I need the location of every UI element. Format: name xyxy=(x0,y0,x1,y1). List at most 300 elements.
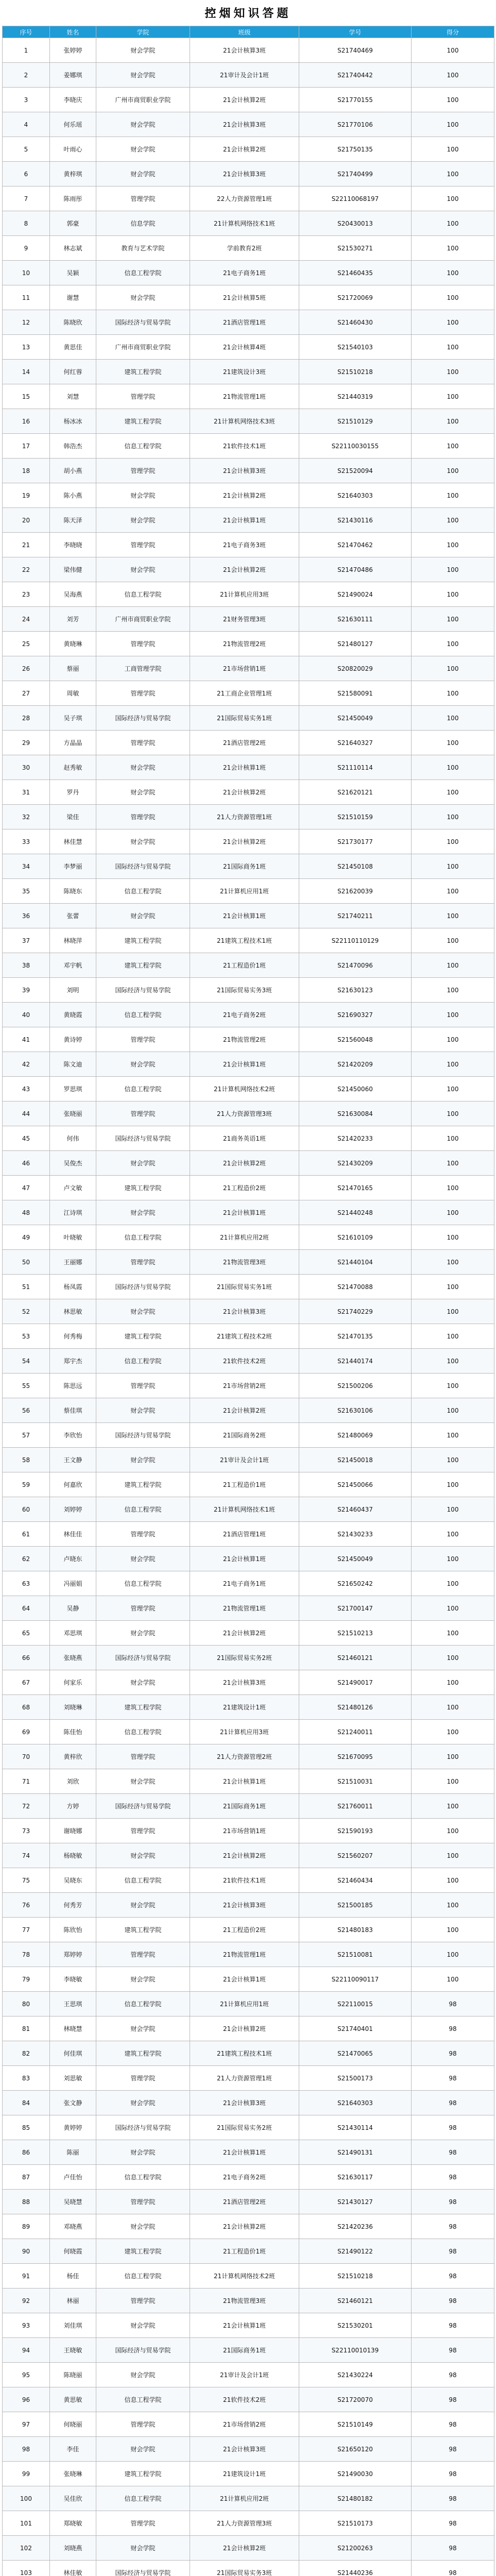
cell-student-id: S21430224 xyxy=(299,2363,412,2387)
cell-college: 管理学院 xyxy=(96,632,190,656)
cell-score: 100 xyxy=(412,1720,494,1744)
cell-college: 财会学院 xyxy=(96,1052,190,1077)
cell-class: 21会计核算1班 xyxy=(190,755,299,780)
cell-name: 何佳琪 xyxy=(50,2041,96,2066)
cell-name: 郑宇杰 xyxy=(50,1349,96,1374)
table-row xyxy=(3,1744,494,1769)
cell-college: 管理学院 xyxy=(96,681,190,706)
cell-class: 21工程造价1班 xyxy=(190,1472,299,1497)
cell-college: 信息工程学院 xyxy=(96,434,190,459)
cell-student-id: S21440236 xyxy=(299,2561,412,2576)
cell-score: 100 xyxy=(412,335,494,360)
cell-name: 邓思琪 xyxy=(50,1621,96,1646)
cell-score: 100 xyxy=(412,1670,494,1695)
cell-index: 12 xyxy=(3,310,50,335)
table-row xyxy=(3,582,494,607)
table-row xyxy=(3,2338,494,2363)
cell-student-id: S21610109 xyxy=(299,1225,412,1250)
table-row xyxy=(3,1819,494,1843)
cell-student-id: S21520094 xyxy=(299,459,412,483)
cell-score: 100 xyxy=(412,236,494,261)
table-row xyxy=(3,2536,494,2561)
cell-index: 4 xyxy=(3,112,50,137)
cell-score: 100 xyxy=(412,1967,494,1992)
cell-index: 18 xyxy=(3,459,50,483)
cell-name: 黄婷婷 xyxy=(50,2115,96,2140)
cell-college: 财会学院 xyxy=(96,1670,190,1695)
cell-name: 谢晓娜 xyxy=(50,1819,96,1843)
cell-class: 21电子商务1班 xyxy=(190,261,299,285)
cell-class: 21酒店管理1班 xyxy=(190,310,299,335)
cell-index: 86 xyxy=(3,2140,50,2165)
cell-student-id: S21440319 xyxy=(299,384,412,409)
cell-index: 75 xyxy=(3,1868,50,1893)
cell-index: 34 xyxy=(3,854,50,879)
cell-class: 21人力资源管理1班 xyxy=(190,805,299,829)
cell-name: 张晓燕 xyxy=(50,1646,96,1670)
cell-college: 信息学院 xyxy=(96,211,190,236)
cell-score: 100 xyxy=(412,1176,494,1200)
cell-index: 37 xyxy=(3,928,50,953)
cell-class: 21计算机网络技术3班 xyxy=(190,409,299,434)
cell-score: 100 xyxy=(412,1299,494,1324)
cell-student-id: S21470486 xyxy=(299,557,412,582)
cell-score: 100 xyxy=(412,879,494,904)
cell-college: 建筑工程学院 xyxy=(96,2462,190,2486)
table-row xyxy=(3,731,494,755)
table-row xyxy=(3,1769,494,1794)
table-row xyxy=(3,112,494,137)
cell-index: 89 xyxy=(3,2214,50,2239)
cell-college: 建筑工程学院 xyxy=(96,1472,190,1497)
cell-name: 林晓慧 xyxy=(50,2016,96,2041)
cell-index: 63 xyxy=(3,1571,50,1596)
cell-index: 19 xyxy=(3,483,50,508)
cell-college: 管理学院 xyxy=(96,805,190,829)
table-row xyxy=(3,187,494,211)
cell-score: 100 xyxy=(412,1027,494,1052)
table-row xyxy=(3,360,494,384)
table-row xyxy=(3,780,494,805)
cell-index: 82 xyxy=(3,2041,50,2066)
cell-class: 21审计及会计1班 xyxy=(190,2363,299,2387)
cell-student-id: S21480127 xyxy=(299,632,412,656)
cell-college: 财会学院 xyxy=(96,483,190,508)
cell-name: 叶晓敏 xyxy=(50,1225,96,1250)
cell-class: 21建筑设计3班 xyxy=(190,360,299,384)
cell-score: 100 xyxy=(412,706,494,731)
cell-index: 61 xyxy=(3,1522,50,1547)
table-row xyxy=(3,1027,494,1052)
cell-index: 32 xyxy=(3,805,50,829)
cell-index: 10 xyxy=(3,261,50,285)
cell-index: 24 xyxy=(3,607,50,632)
cell-college: 教育与艺术学院 xyxy=(96,236,190,261)
page-title: 控烟知识答题 xyxy=(204,7,292,20)
cell-student-id: S21460121 xyxy=(299,2289,412,2313)
cell-class: 21建筑工程技术1班 xyxy=(190,2041,299,2066)
cell-index: 22 xyxy=(3,557,50,582)
cell-index: 102 xyxy=(3,2536,50,2561)
cell-score: 100 xyxy=(412,1794,494,1819)
cell-student-id: S21440174 xyxy=(299,1349,412,1374)
cell-score: 98 xyxy=(412,2239,494,2264)
cell-score: 100 xyxy=(412,1275,494,1299)
cell-class: 21会计核算2班 xyxy=(190,2214,299,2239)
cell-class: 21软件技术1班 xyxy=(190,1868,299,1893)
cell-name: 何晓霞 xyxy=(50,2239,96,2264)
cell-score: 98 xyxy=(412,2437,494,2462)
cell-score: 100 xyxy=(412,1547,494,1571)
table-row xyxy=(3,1596,494,1621)
cell-index: 38 xyxy=(3,953,50,978)
cell-name: 何家乐 xyxy=(50,1670,96,1695)
cell-class: 21会计核算2班 xyxy=(190,88,299,112)
table-row xyxy=(3,2561,494,2576)
cell-name: 陈雨彤 xyxy=(50,187,96,211)
cell-score: 98 xyxy=(412,2190,494,2214)
cell-name: 李梦丽 xyxy=(50,854,96,879)
cell-college: 国际经济与贸易学院 xyxy=(96,2561,190,2576)
table-row xyxy=(3,904,494,928)
cell-score: 100 xyxy=(412,1052,494,1077)
table-row xyxy=(3,1720,494,1744)
cell-student-id: S21640303 xyxy=(299,2091,412,2115)
table-row xyxy=(3,285,494,310)
cell-name: 何秀梅 xyxy=(50,1324,96,1349)
cell-score: 98 xyxy=(412,2536,494,2561)
cell-class: 21会计核算2班 xyxy=(190,1843,299,1868)
col-header-name: 姓名 xyxy=(50,26,96,38)
cell-score: 100 xyxy=(412,1695,494,1720)
cell-index: 56 xyxy=(3,1398,50,1423)
cell-student-id: S21460437 xyxy=(299,1497,412,1522)
cell-student-id: S21750135 xyxy=(299,137,412,162)
cell-name: 陈晓欣 xyxy=(50,310,96,335)
cell-college: 财会学院 xyxy=(96,285,190,310)
cell-college: 国际经济与贸易学院 xyxy=(96,854,190,879)
cell-student-id: S21420233 xyxy=(299,1126,412,1151)
cell-student-id: S21770106 xyxy=(299,112,412,137)
cell-class: 21国际商务2班 xyxy=(190,1423,299,1448)
cell-score: 100 xyxy=(412,1374,494,1398)
cell-score: 98 xyxy=(412,2486,494,2511)
cell-index: 81 xyxy=(3,2016,50,2041)
table-row xyxy=(3,1868,494,1893)
col-header-college: 学院 xyxy=(96,26,190,38)
table-row xyxy=(3,805,494,829)
cell-class: 21计算机应用2班 xyxy=(190,2486,299,2511)
table-row xyxy=(3,1324,494,1349)
cell-index: 66 xyxy=(3,1646,50,1670)
cell-college: 管理学院 xyxy=(96,1522,190,1547)
cell-name: 杨冰冰 xyxy=(50,409,96,434)
cell-college: 信息工程学院 xyxy=(96,2486,190,2511)
cell-class: 21商务英语1班 xyxy=(190,1126,299,1151)
cell-score: 100 xyxy=(412,434,494,459)
cell-name: 刘欣 xyxy=(50,1769,96,1794)
cell-class: 21建筑设计1班 xyxy=(190,1695,299,1720)
cell-index: 5 xyxy=(3,137,50,162)
table-row xyxy=(3,1225,494,1250)
cell-index: 64 xyxy=(3,1596,50,1621)
cell-college: 信息工程学院 xyxy=(96,1225,190,1250)
cell-class: 21人力资源管理2班 xyxy=(190,1744,299,1769)
cell-name: 王文静 xyxy=(50,1448,96,1472)
table-row xyxy=(3,1398,494,1423)
cell-college: 管理学院 xyxy=(96,2066,190,2091)
table-row xyxy=(3,2115,494,2140)
cell-college: 国际经济与贸易学院 xyxy=(96,1275,190,1299)
cell-student-id: S21640303 xyxy=(299,483,412,508)
table-row xyxy=(3,2313,494,2338)
cell-student-id: S21480126 xyxy=(299,1695,412,1720)
cell-name: 吴晓慧 xyxy=(50,2190,96,2214)
cell-class: 21酒店管理1班 xyxy=(190,1522,299,1547)
cell-student-id: S21630123 xyxy=(299,978,412,1003)
table-row xyxy=(3,2016,494,2041)
cell-class: 21电子商务2班 xyxy=(190,1003,299,1027)
cell-college: 管理学院 xyxy=(96,2412,190,2437)
cell-student-id: S21450066 xyxy=(299,1472,412,1497)
table-row xyxy=(3,2190,494,2214)
cell-student-id: S21630084 xyxy=(299,1101,412,1126)
table-row xyxy=(3,2041,494,2066)
cell-score: 100 xyxy=(412,483,494,508)
cell-student-id: S21450108 xyxy=(299,854,412,879)
cell-name: 罗思琪 xyxy=(50,1077,96,1101)
table-row xyxy=(3,236,494,261)
cell-class: 21会计核算2班 xyxy=(190,1621,299,1646)
cell-student-id: S21510173 xyxy=(299,2511,412,2536)
cell-index: 90 xyxy=(3,2239,50,2264)
cell-student-id: S21630106 xyxy=(299,1398,412,1423)
cell-college: 财会学院 xyxy=(96,2016,190,2041)
cell-name: 林晓萍 xyxy=(50,928,96,953)
cell-class: 21人力资源管理3班 xyxy=(190,2511,299,2536)
cell-student-id: S21510081 xyxy=(299,1942,412,1967)
cell-class: 21物流管理1班 xyxy=(190,1942,299,1967)
cell-name: 林思敏 xyxy=(50,1299,96,1324)
cell-index: 80 xyxy=(3,1992,50,2016)
cell-score: 100 xyxy=(412,1744,494,1769)
cell-index: 76 xyxy=(3,1893,50,1918)
cell-college: 财会学院 xyxy=(96,755,190,780)
cell-name: 李晓晓 xyxy=(50,533,96,557)
cell-name: 黄晓霞 xyxy=(50,1003,96,1027)
cell-index: 2 xyxy=(3,63,50,88)
cell-college: 国际经济与贸易学院 xyxy=(96,978,190,1003)
cell-name: 刘明 xyxy=(50,978,96,1003)
cell-student-id: S21510149 xyxy=(299,2412,412,2437)
cell-score: 100 xyxy=(412,459,494,483)
cell-score: 100 xyxy=(412,261,494,285)
cell-class: 21物流管理2班 xyxy=(190,632,299,656)
table-row xyxy=(3,162,494,187)
cell-college: 财会学院 xyxy=(96,162,190,187)
cell-college: 管理学院 xyxy=(96,1819,190,1843)
cell-college: 财会学院 xyxy=(96,63,190,88)
cell-name: 方婷 xyxy=(50,1794,96,1819)
cell-index: 6 xyxy=(3,162,50,187)
cell-class: 21审计及会计1班 xyxy=(190,1448,299,1472)
cell-college: 财会学院 xyxy=(96,38,190,63)
cell-name: 吴海燕 xyxy=(50,582,96,607)
cell-college: 建筑工程学院 xyxy=(96,2041,190,2066)
cell-class: 21物流管理3班 xyxy=(190,2289,299,2313)
cell-name: 张蕾 xyxy=(50,904,96,928)
cell-index: 98 xyxy=(3,2437,50,2462)
cell-student-id: S21510129 xyxy=(299,409,412,434)
cell-score: 98 xyxy=(412,2091,494,2115)
cell-name: 卢晓东 xyxy=(50,1547,96,1571)
cell-score: 100 xyxy=(412,829,494,854)
table-row xyxy=(3,1299,494,1324)
cell-name: 何秀芳 xyxy=(50,1893,96,1918)
cell-student-id: S21670095 xyxy=(299,1744,412,1769)
cell-student-id: S21460435 xyxy=(299,261,412,285)
cell-college: 财会学院 xyxy=(96,137,190,162)
cell-class: 21计算机网络技术1班 xyxy=(190,1497,299,1522)
cell-score: 100 xyxy=(412,1448,494,1472)
cell-class: 21会计核算2班 xyxy=(190,1398,299,1423)
cell-name: 何乐瑶 xyxy=(50,112,96,137)
cell-score: 98 xyxy=(412,2115,494,2140)
cell-score: 100 xyxy=(412,1769,494,1794)
cell-score: 100 xyxy=(412,1077,494,1101)
col-header-score: 得分 xyxy=(412,26,494,38)
cell-index: 53 xyxy=(3,1324,50,1349)
cell-student-id: S21480069 xyxy=(299,1423,412,1448)
cell-college: 信息工程学院 xyxy=(96,2264,190,2289)
cell-college: 管理学院 xyxy=(96,1101,190,1126)
cell-student-id: S21620121 xyxy=(299,780,412,805)
cell-student-id: S21580091 xyxy=(299,681,412,706)
cell-name: 卢文敏 xyxy=(50,1176,96,1200)
cell-index: 100 xyxy=(3,2486,50,2511)
table-row xyxy=(3,2511,494,2536)
table-row xyxy=(3,1374,494,1398)
cell-name: 蔡丽 xyxy=(50,656,96,681)
cell-student-id: S21540103 xyxy=(299,335,412,360)
cell-class: 21会计核算3班 xyxy=(190,459,299,483)
table-row xyxy=(3,2486,494,2511)
cell-score: 100 xyxy=(412,38,494,63)
table-row xyxy=(3,137,494,162)
cell-index: 25 xyxy=(3,632,50,656)
cell-class: 21工程造价2班 xyxy=(190,1176,299,1200)
cell-student-id: S21110114 xyxy=(299,755,412,780)
cell-college: 财会学院 xyxy=(96,2313,190,2338)
table-row xyxy=(3,879,494,904)
cell-name: 林佳敏 xyxy=(50,2561,96,2576)
table-row xyxy=(3,211,494,236)
cell-student-id: S22110010139 xyxy=(299,2338,412,2363)
cell-college: 财会学院 xyxy=(96,829,190,854)
cell-college: 财会学院 xyxy=(96,1398,190,1423)
cell-class: 21计算机网络技术2班 xyxy=(190,1077,299,1101)
cell-college: 广州市商贸职业学院 xyxy=(96,88,190,112)
table-row xyxy=(3,2165,494,2190)
cell-class: 21会计核算2班 xyxy=(190,780,299,805)
cell-student-id: S20430013 xyxy=(299,211,412,236)
cell-college: 管理学院 xyxy=(96,731,190,755)
cell-college: 国际经济与贸易学院 xyxy=(96,1646,190,1670)
cell-index: 72 xyxy=(3,1794,50,1819)
cell-class: 21会计核算3班 xyxy=(190,2091,299,2115)
table-row xyxy=(3,1670,494,1695)
cell-class: 21物流管理1班 xyxy=(190,384,299,409)
cell-index: 35 xyxy=(3,879,50,904)
cell-index: 69 xyxy=(3,1720,50,1744)
cell-name: 梁伟健 xyxy=(50,557,96,582)
cell-college: 管理学院 xyxy=(96,1027,190,1052)
cell-student-id: S22110110129 xyxy=(299,928,412,953)
table-row xyxy=(3,261,494,285)
cell-name: 陈天泽 xyxy=(50,508,96,533)
cell-student-id: S21480182 xyxy=(299,2486,412,2511)
cell-name: 方晶晶 xyxy=(50,731,96,755)
cell-student-id: S21420236 xyxy=(299,2214,412,2239)
cell-score: 98 xyxy=(412,2066,494,2091)
table-row xyxy=(3,1176,494,1200)
cell-class: 21会计核算2班 xyxy=(190,829,299,854)
cell-name: 郭豪 xyxy=(50,211,96,236)
cell-index: 9 xyxy=(3,236,50,261)
cell-score: 100 xyxy=(412,1225,494,1250)
table-row xyxy=(3,2412,494,2437)
cell-score: 100 xyxy=(412,533,494,557)
cell-class: 21计算机应用3班 xyxy=(190,1720,299,1744)
cell-student-id: S21690327 xyxy=(299,1003,412,1027)
cell-class: 21国际贸易实务2班 xyxy=(190,2115,299,2140)
cell-college: 建筑工程学院 xyxy=(96,2239,190,2264)
cell-index: 85 xyxy=(3,2115,50,2140)
table-row xyxy=(3,755,494,780)
cell-score: 100 xyxy=(412,1868,494,1893)
cell-index: 78 xyxy=(3,1942,50,1967)
cell-class: 21会计核算2班 xyxy=(190,557,299,582)
cell-college: 建筑工程学院 xyxy=(96,928,190,953)
cell-index: 41 xyxy=(3,1027,50,1052)
cell-score: 98 xyxy=(412,2313,494,2338)
cell-index: 28 xyxy=(3,706,50,731)
table-row xyxy=(3,1003,494,1027)
cell-name: 黄梓欣 xyxy=(50,1744,96,1769)
cell-index: 13 xyxy=(3,335,50,360)
cell-index: 95 xyxy=(3,2363,50,2387)
cell-score: 100 xyxy=(412,805,494,829)
cell-college: 建筑工程学院 xyxy=(96,1918,190,1942)
cell-index: 50 xyxy=(3,1250,50,1275)
cell-student-id: S22110068197 xyxy=(299,187,412,211)
cell-class: 21软件技术2班 xyxy=(190,1349,299,1374)
cell-student-id: S22110015 xyxy=(299,1992,412,2016)
cell-index: 59 xyxy=(3,1472,50,1497)
table-row xyxy=(3,1967,494,1992)
cell-college: 信息工程学院 xyxy=(96,1992,190,2016)
cell-index: 92 xyxy=(3,2289,50,2313)
cell-student-id: S21740401 xyxy=(299,2016,412,2041)
cell-class: 21软件技术2班 xyxy=(190,2387,299,2412)
cell-class: 21计算机应用1班 xyxy=(190,1992,299,2016)
cell-score: 100 xyxy=(412,1472,494,1497)
cell-student-id: S21460434 xyxy=(299,1868,412,1893)
cell-class: 21会计核算1班 xyxy=(190,1967,299,1992)
table-row xyxy=(3,1893,494,1918)
cell-score: 100 xyxy=(412,632,494,656)
cell-college: 信息工程学院 xyxy=(96,1003,190,1027)
